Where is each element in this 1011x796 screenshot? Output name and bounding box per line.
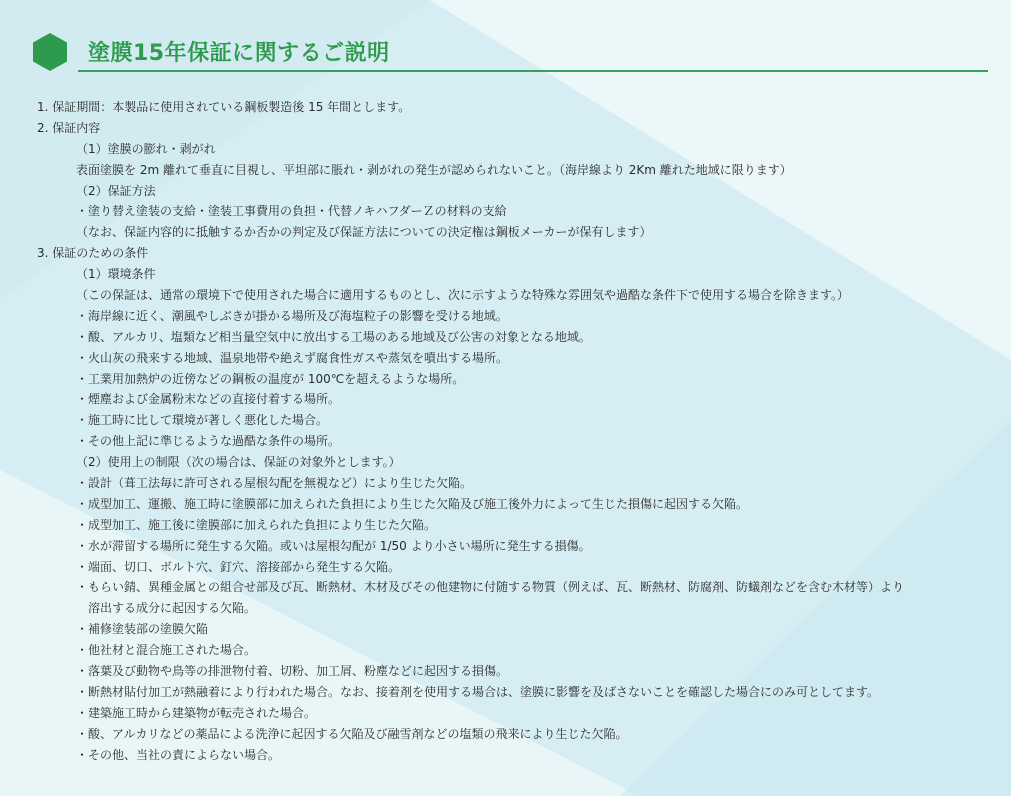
list-item: ・海岸線に近く、潮風やしぶきが掛かる場所及び海塩粒子の影響を受ける地域。	[76, 308, 508, 323]
subsection-environment: （1）環境条件	[76, 267, 156, 282]
list-item: ・水が滞留する場所に発生する欠陥。或いは屋根勾配が 1/50 より小さい場所に発生する損傷。	[76, 538, 591, 553]
list-item: ・設計（葺工法毎に許可される屋根勾配を無視など）により生じた欠陥。	[76, 476, 473, 491]
list-item: ・建築施工時から建築物が転売された場合。	[76, 705, 317, 720]
page-header	[30, 32, 990, 74]
list-item: ・酸、アルカリ、塩類など相当量空気中に放出する工場のある地域及び公害の対象となる地域。	[76, 329, 591, 344]
list-item: ・施工時に比して環境が著しく悪化した場合。	[76, 413, 329, 428]
subsection-warranty-method: （2）保証方法	[76, 183, 156, 198]
list-item: ・端面、切口、ボルト穴、釘穴、溶接部から発生する欠陥。	[76, 559, 401, 574]
list-item: ・補修塗装部の塗膜欠陥	[76, 622, 209, 637]
page-title: 塗膜15年保証に関するご説明	[88, 41, 390, 66]
list-item: ・その他上記に準じるような過酷な条件の場所。	[76, 434, 341, 449]
list-item: ・もらい錆、異種金属との組合せ部及び瓦、断熱材、木材及びその他建物に付随する物質（例えば、瓦、断熱材、防腐剤、防蟻剤などを含む木材等）より	[76, 580, 905, 595]
section-warranty-conditions: 3. 保証のための条件	[37, 246, 149, 261]
list-item: ・煙塵および金属粉末などの直接付着する場所。	[76, 392, 341, 407]
list-item: ・その他、当社の責によらない場合。	[76, 747, 281, 762]
list-item: ・火山灰の飛来する地域、温泉地帯や絶えず腐食性ガスや蒸気を噴出する場所。	[76, 350, 509, 365]
list-item: ・成型加工、施工後に塗膜部に加えられた負担により生じた欠陥。	[76, 517, 437, 532]
paragraph-line: （なお、保証内容的に抵触するか否かの判定及び保証方法についての決定権は鋼板メーカーが保有します）	[76, 225, 652, 240]
paragraph-line: （この保証は、通常の環境下で使用された場合に適用するものとし、次に示すような特殊な雰囲気や過酷な条件下で使用する場合を除きます。）	[76, 288, 850, 303]
paragraph-line: 表面塗膜を 2m 離れて垂直に目視し、平坦部に脹れ・剥がれの発生が認められないこと。（海岸線より 2Km 離れた地域に限ります）	[76, 162, 792, 177]
list-item: ・他社材と混合施工された場合。	[76, 643, 257, 658]
list-item: ・落葉及び動物や鳥等の排泄物付着、切粉、加工屑、粉塵などに起因する損傷。	[76, 664, 509, 679]
hexagon-icon	[30, 32, 70, 72]
subsection-usage-restrictions: （2）使用上の制限（次の場合は、保証の対象外とします。）	[76, 455, 401, 470]
section-warranty-content: 2. 保証内容	[37, 120, 101, 135]
list-item-continuation: 溶出する成分に起因する欠陥。	[76, 601, 257, 616]
title-underline	[78, 70, 988, 72]
list-item: ・工業用加熱炉の近傍などの鋼板の温度が 100℃を超えるような場所。	[76, 371, 465, 386]
terms-body	[37, 97, 977, 766]
list-item: ・断熱材貼付加工が熱融着により行われた場合。なお、接着剤を使用する場合は、塗膜に影響を及ばさないことを確認した場合にのみ可としてます。	[76, 684, 880, 699]
list-item: ・成型加工、運搬、施工時に塗膜部に加えられた負担により生じた欠陥及び施工後外力によって生じた損傷に起因する欠陥。	[76, 496, 749, 511]
list-item: ・塗り替え塗装の支給・塗装工事費用の負担・代替ノキハフダーＺの材料の支給	[76, 204, 507, 219]
section-warranty-period: 1. 保証期間：本製品に使用されている鋼板製造後 15 年間とします。	[37, 100, 411, 114]
list-item: ・酸、アルカリなどの薬品による洗浄に起因する欠陥及び融雪剤などの塩類の飛来により生じた欠陥。	[76, 726, 628, 741]
subsection-coating-blistering: （1）塗膜の膨れ・剥がれ	[76, 141, 216, 156]
